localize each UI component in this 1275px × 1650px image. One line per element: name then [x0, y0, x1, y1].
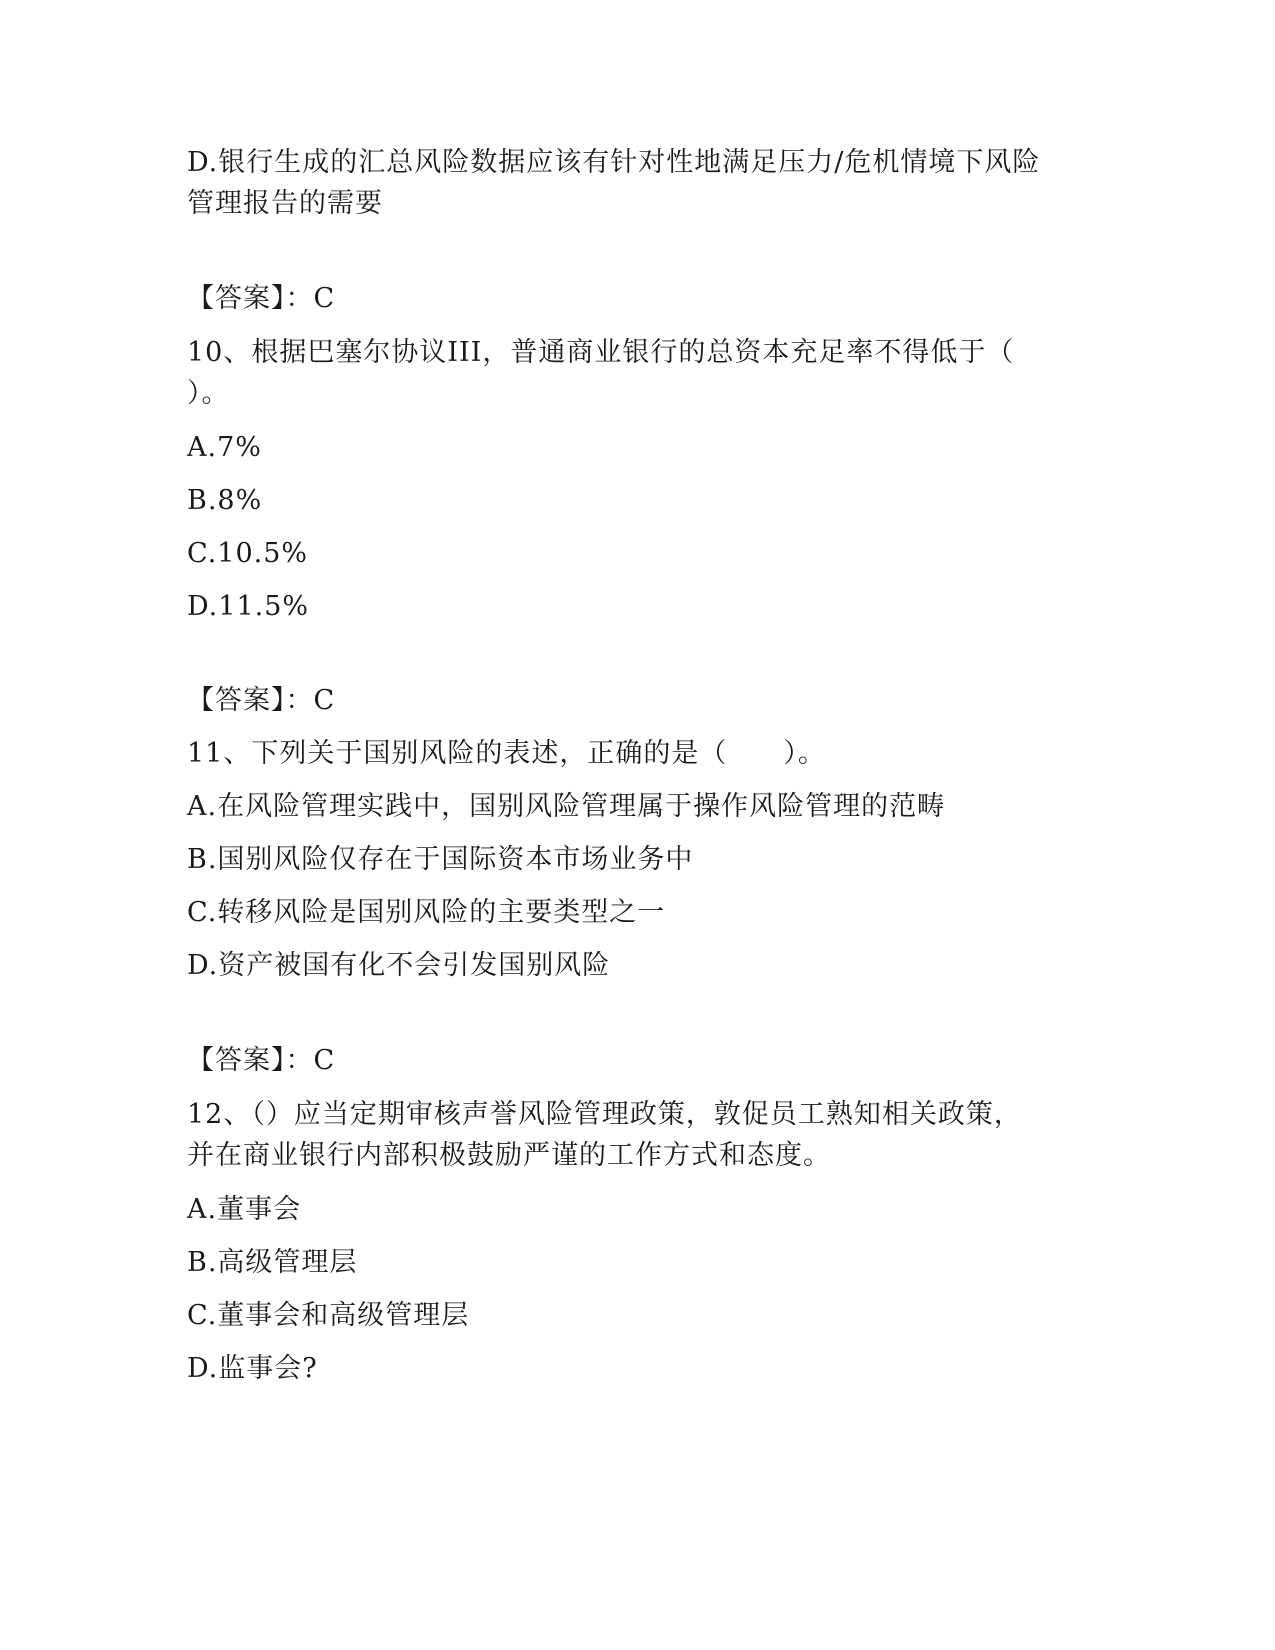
q12-stem-line2: 并在商业银行内部积极鼓励严谨的工作方式和态度。 [187, 1140, 831, 1171]
q12-option-d: D.监事会? [187, 1353, 318, 1384]
q11-option-d: D.资产被国有化不会引发国别风险 [187, 950, 611, 981]
q11-answer: 【答案】：C [187, 1045, 336, 1076]
q10-option-d: D.11.5% [187, 591, 310, 622]
q9-answer: 【答案】：C [187, 283, 336, 314]
q12-option-a: A.董事会 [187, 1194, 302, 1225]
q9-option-d-line2: 管理报告的需要 [187, 188, 383, 219]
q11-stem: 11、下列关于国别风险的表述，正确的是（ ）。 [187, 738, 826, 769]
q10-option-c: C.10.5% [187, 538, 309, 569]
q9-option-d-line1: D.银行生成的汇总风险数据应该有针对性地满足压力/危机情境下风险 [187, 147, 1041, 178]
q11-option-b: B.国别风险仅存在于国际资本市场业务中 [187, 844, 694, 875]
q10-stem-line1: 10、根据巴塞尔协议III，普通商业银行的总资本充足率不得低于（ [187, 337, 1015, 368]
q10-stem-line2: ）。 [187, 378, 230, 409]
q10-answer: 【答案】：C [187, 685, 336, 716]
q10-option-b: B.8% [187, 485, 263, 516]
q12-option-b: B.高级管理层 [187, 1247, 358, 1278]
q11-option-c: C.转移风险是国别风险的主要类型之一 [187, 897, 666, 928]
q12-option-c: C.董事会和高级管理层 [187, 1300, 470, 1331]
q11-option-a: A.在风险管理实践中，国别风险管理属于操作风险管理的范畴 [187, 791, 946, 822]
q10-option-a: A.7% [187, 432, 262, 463]
q12-stem-line1: 12、（）应当定期审核声誉风险管理政策，敦促员工熟知相关政策， [187, 1099, 1022, 1130]
